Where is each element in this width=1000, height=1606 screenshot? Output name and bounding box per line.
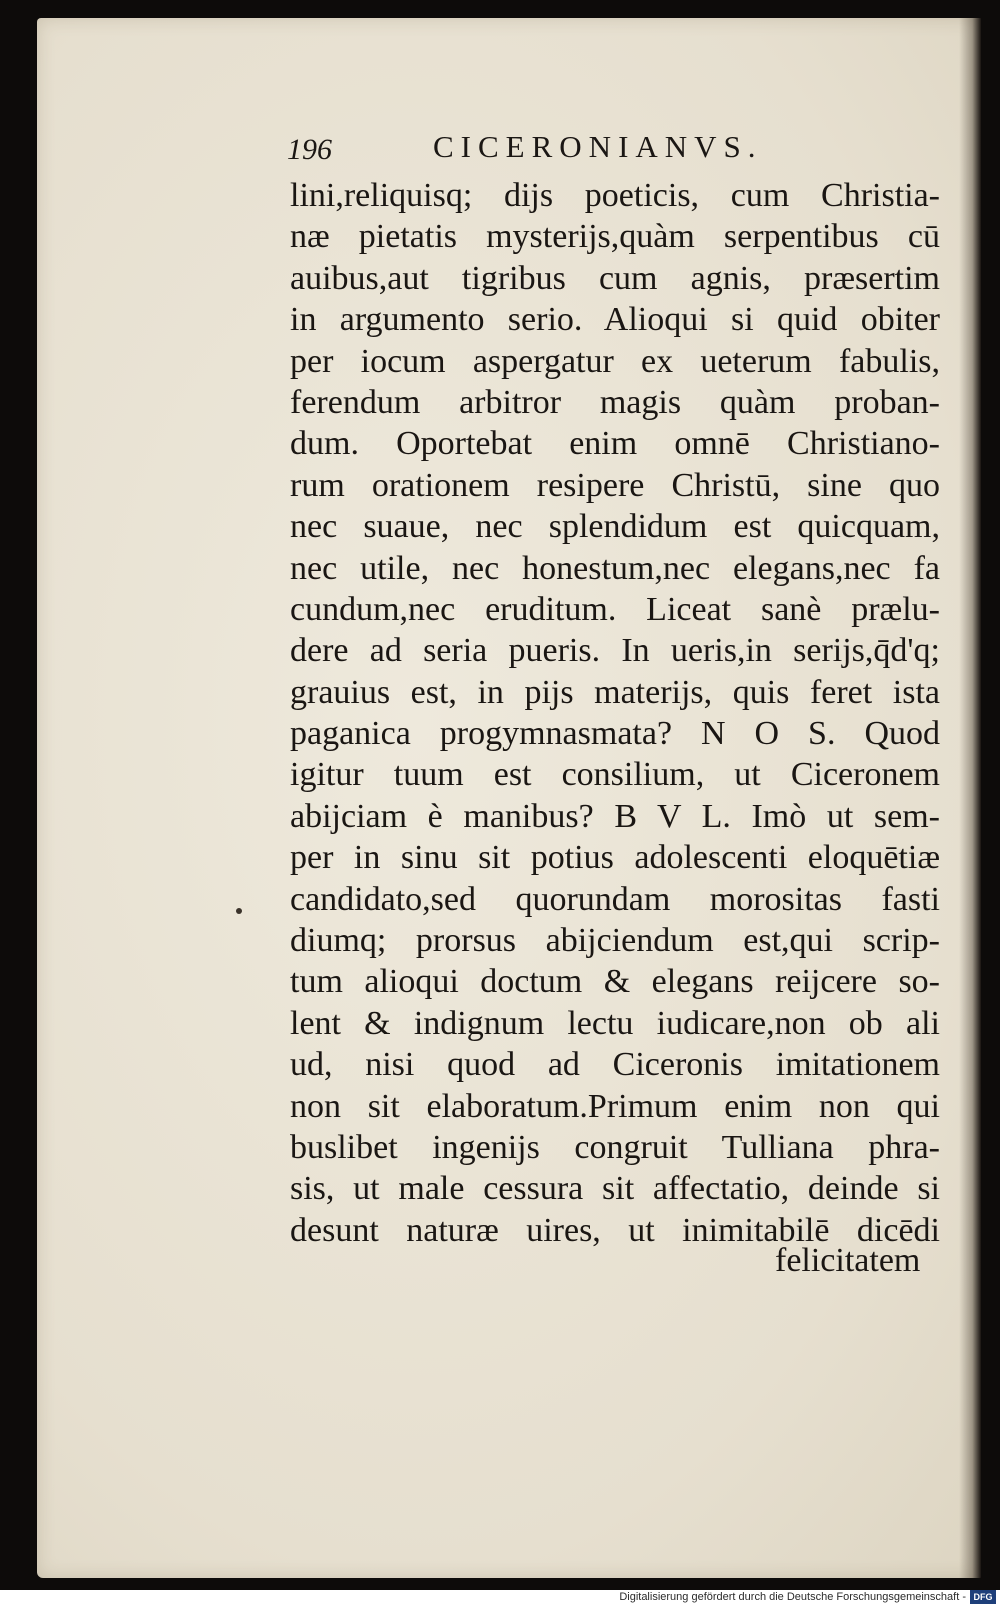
text-line: candidato,sed quorundam morositas fasti xyxy=(290,880,940,918)
running-title: CICERONIANVS. xyxy=(433,129,763,164)
digitization-credit: Digitalisierung gefördert durch die Deutsche Forschungsgemeinschaft - xyxy=(619,1591,966,1603)
text-line: ud, nisi quod ad Ciceronis imitationem xyxy=(290,1046,940,1084)
text-line: dum. Oportebat enim omnē Christiano- xyxy=(290,425,940,463)
text-line: nec suaue, nec splendidum est quicquam, xyxy=(290,508,940,546)
catchword: felicitatem xyxy=(775,1242,921,1279)
text-line: cundum,nec eruditum. Liceat sanè prælu- xyxy=(290,590,940,628)
text-line: auibus,aut tigribus cum agnis, præsertim xyxy=(290,259,940,297)
text-line: næ pietatis mysterijs,quàm serpentibus cū xyxy=(290,218,940,256)
dfg-logo: DFG xyxy=(970,1590,996,1604)
text-line: per iocum aspergatur ex ueterum fabulis, xyxy=(290,342,940,380)
text-line: diumq; prorsus abijciendum est,qui scrip- xyxy=(290,922,940,960)
body-text xyxy=(290,175,940,1251)
ink-blot xyxy=(236,908,242,914)
text-line: igitur tuum est consilium, ut Ciceronem xyxy=(290,756,940,794)
text-line: abijciam è manibus? B V L. Imò ut sem- xyxy=(290,797,940,835)
running-head xyxy=(275,125,835,171)
text-line: sis, ut male cessura sit affectatio, deinde si xyxy=(290,1170,940,1208)
text-line: non sit elaboratum.Primum enim non qui xyxy=(290,1087,940,1125)
text-line: tum alioqui doctum & elegans reijcere so- xyxy=(290,963,940,1001)
text-line: nec utile, nec honestum,nec elegans,nec fa xyxy=(290,549,940,587)
text-line: ferendum arbitror magis quàm proban- xyxy=(290,383,940,421)
text-line: rum orationem resipere Christū, sine quo xyxy=(290,466,940,504)
text-line: paganica progymnasmata? N O S. Quod xyxy=(290,715,940,753)
text-line: dere ad seria pueris. In ueris,in serijs,q̄d'q; xyxy=(290,632,940,670)
text-line: in argumento serio. Alioqui si quid obiter xyxy=(290,301,940,339)
text-line: per in sinu sit potius adolescenti eloquētiæ xyxy=(290,839,940,877)
text-line: buslibet ingenijs congruit Tulliana phra- xyxy=(290,1128,940,1166)
text-line: lini,reliquisq; dijs poeticis, cum Christia- xyxy=(290,177,940,214)
text-line: desunt naturæ uires, ut inimitabilē dicēdi xyxy=(290,1211,940,1249)
page-number: 196 xyxy=(287,133,332,166)
page-gutter-shadow xyxy=(959,18,981,1578)
text-line: lent & indignum lectu iudicare,non ob ali xyxy=(290,1004,940,1042)
text-line: grauius est, in pijs materijs, quis feret ista xyxy=(290,673,940,711)
